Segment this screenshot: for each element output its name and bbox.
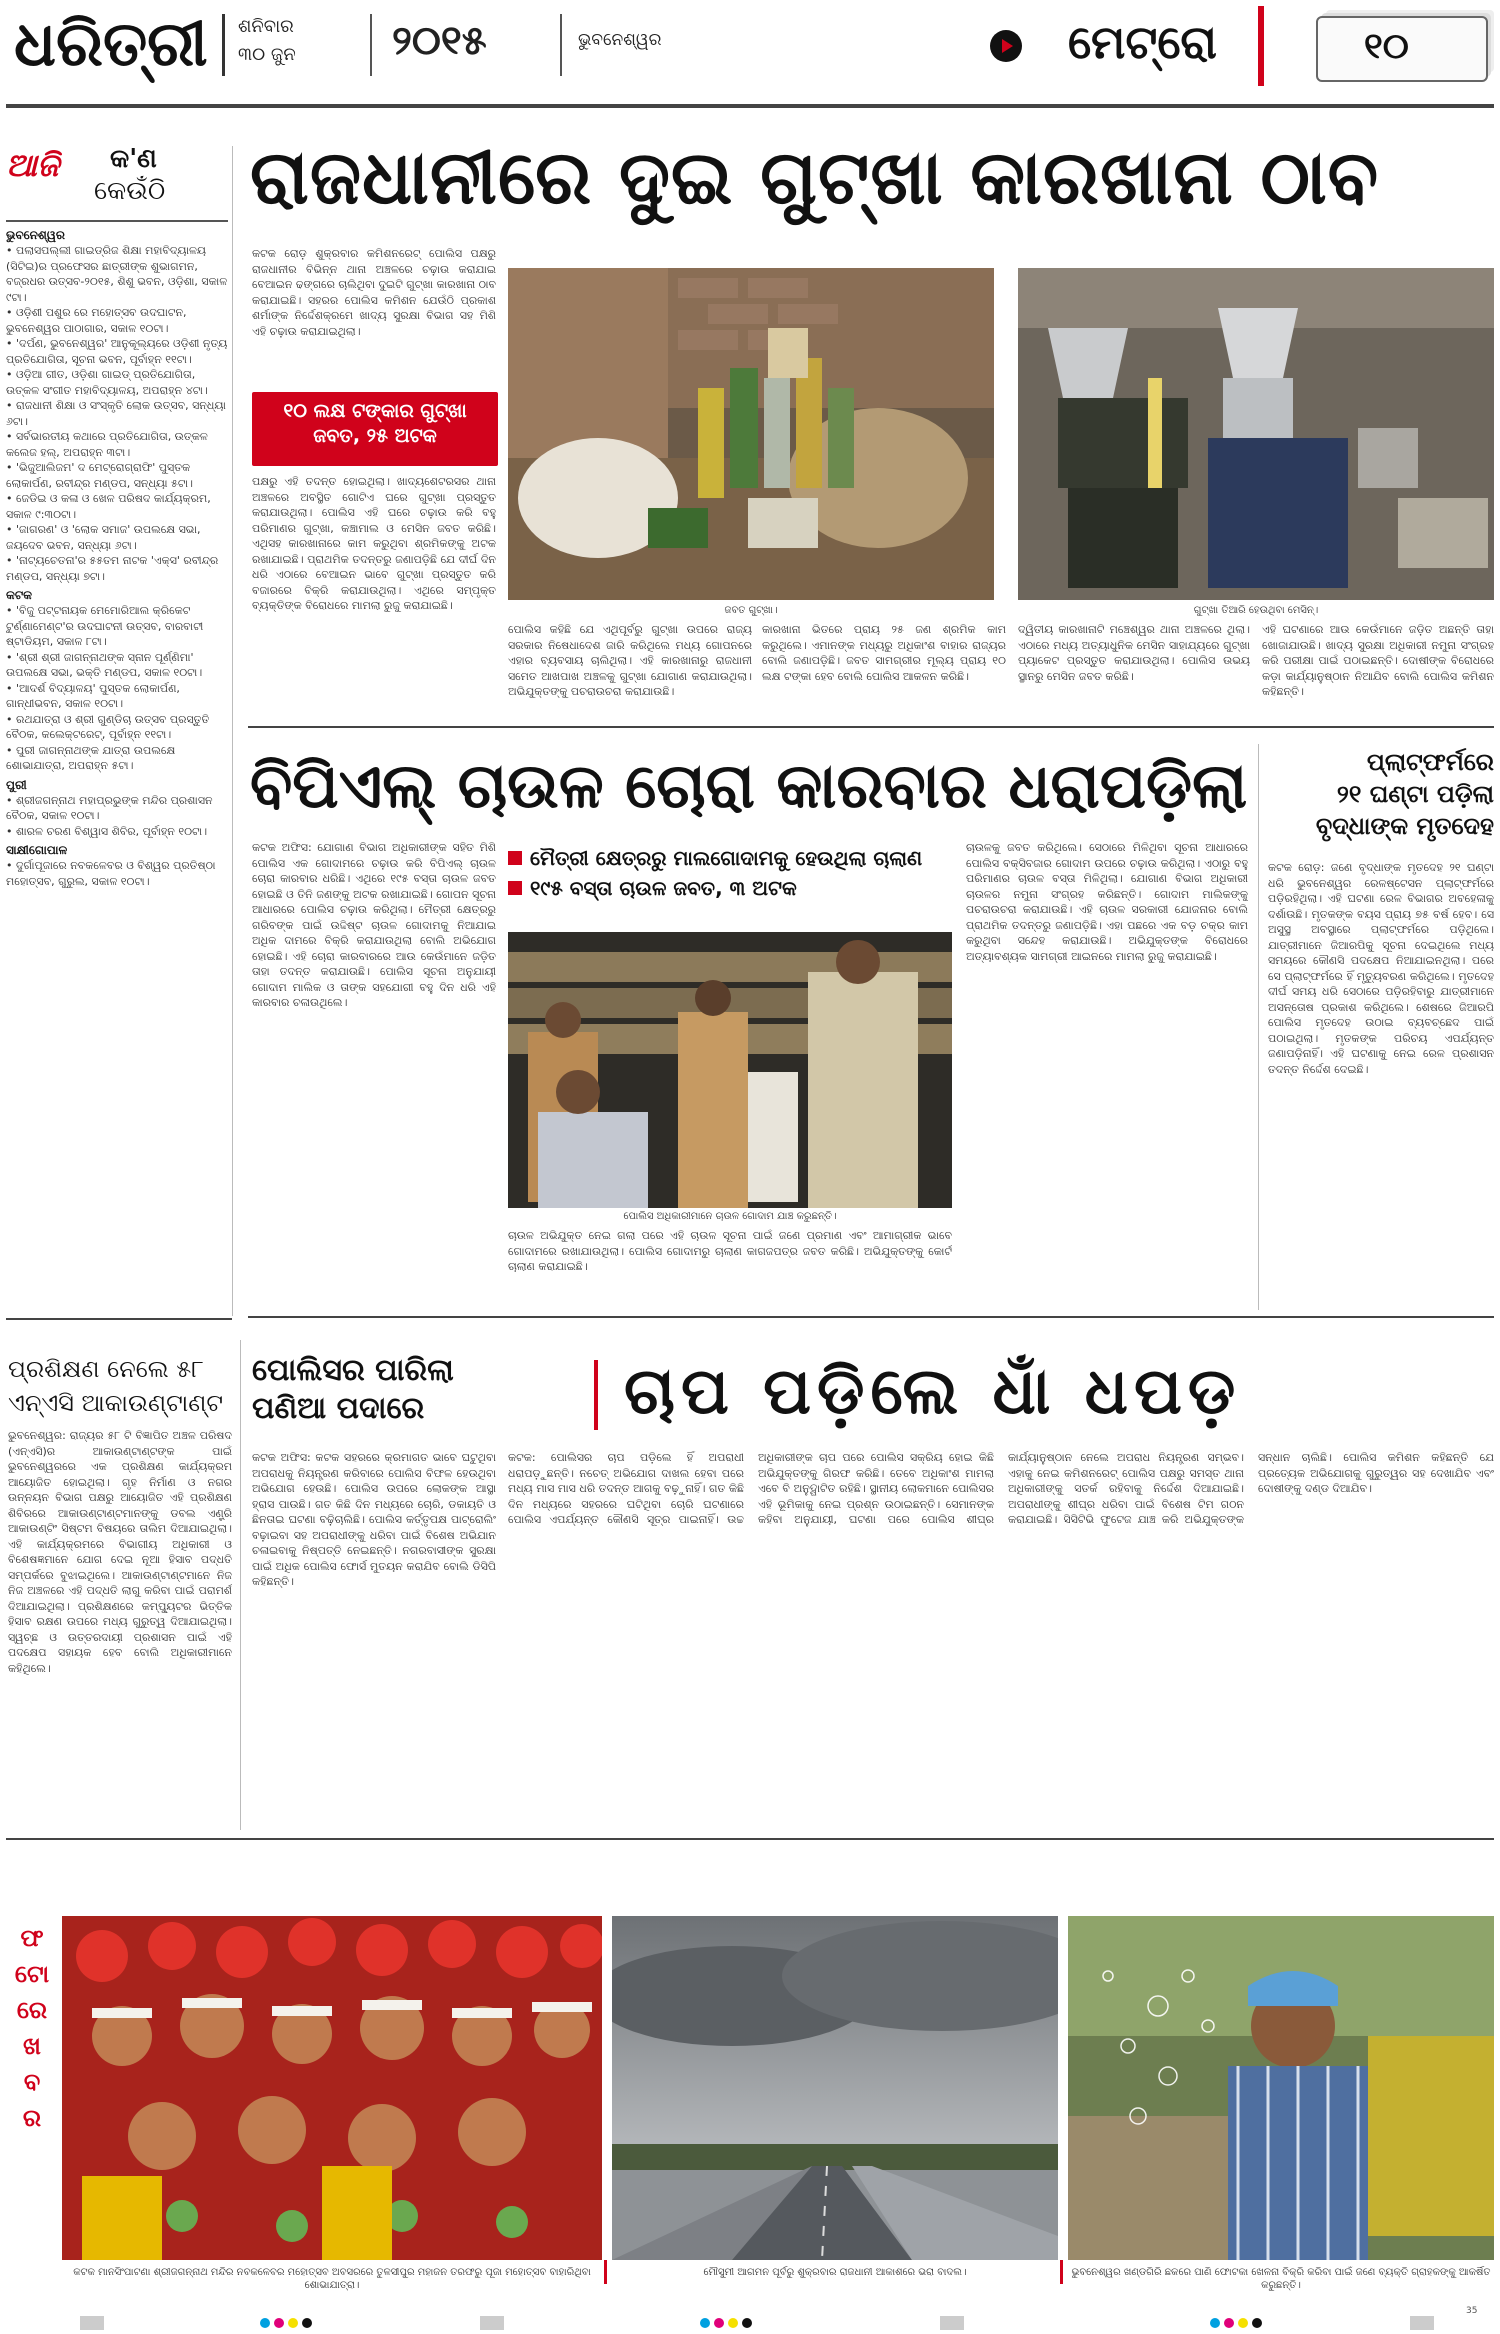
- story2-story3-rule: [1258, 744, 1259, 1310]
- sidebar-event: • 'ନାଟ୍ୟଚେତନା'ର ୫୫ତମ ନାଟକ 'ଏକ୍ସ' ରବୀନ୍ଦ୍ର ମଣ୍ଡପ, ସନ୍ଧ୍ୟା ୭ଟା।: [6, 554, 219, 583]
- sidebar-event: • ଓଡ଼ିଶୀ ପଶୁର ରେ ମହୋତ୍ସବ ଉଦଘାଟନ, ଭୁବନେଶ୍ୱର ପାଠାଗାର, ସକାଳ ୧୦ଟା।: [6, 306, 187, 335]
- caption-accent-bar: [1060, 2260, 1063, 2284]
- masthead-city: ଭୁବନେଶ୍ୱର: [578, 30, 662, 50]
- sidebar-event: • 'ଦର୍ପଣ, ଭୁବନେଶ୍ୱର' ଆନୁକୂଲ୍ୟରେ ଓଡ଼ିଶୀ ନୃତ୍ୟ ପ୍ରତିଯୋଗିତା, ସୂଚନା ଭବନ, ପୂର୍ବାହ୍ନ ୧୧ଟା।: [6, 337, 228, 366]
- gray-swatch: [480, 2316, 504, 2330]
- sidebar-event: • ଓଡ଼ିଆ ଗୀତ, ଓଡ଼ିଶା ଗାଇଡ୍ ପ୍ରତିଯୋଗିତା, ଉତ୍କଳ ସଂଗୀତ ମହାବିଦ୍ୟାଳୟ, ଅପରାହ୍ନ ୪ଟା।: [6, 368, 208, 397]
- story5-accent-bar: [594, 1360, 598, 1430]
- sidebar-event: • 'ଆଦର୍ଶ ବିଦ୍ୟାଳୟ' ପୁସ୍ତକ ଲୋକାର୍ପଣ, ଗାନ୍ଧୀଭବନ, ସକାଳ ୧୦ଟା।: [6, 681, 180, 710]
- gray-swatch: [940, 2316, 964, 2330]
- gray-swatch: [1410, 2316, 1434, 2330]
- sidebar-city-heading: ପୁରୀ: [6, 777, 27, 792]
- story1-headline: ରାଜଧାନୀରେ ଦୁଇ ଗୁଟ୍‌ଖା କାରଖାନା ଠାବ: [250, 135, 1380, 221]
- masthead-divider: [370, 14, 372, 76]
- story2-bullets: [508, 846, 978, 900]
- footer-page-marker: 35: [1466, 2306, 1478, 2316]
- sidebar-event: • ରାଜଧାନୀ ଶିକ୍ଷା ଓ ସଂସ୍କୃତି ଲୋକ ଉତ୍ସବ, ସନ୍ଧ୍ୟା ୬ଟା।: [6, 399, 226, 428]
- sidebar-event: • 'ଭିଜୁଆଲିଜମ' ଦ ମେଟ୍ରୋଗ୍ରାଫି' ପୁସ୍ତକ ଲୋକାର୍ପଣ, ରବୀନ୍ଦ୍ର ମଣ୍ଡପ, ସନ୍ଧ୍ୟା ୫ଟା।: [6, 461, 193, 490]
- monsoon-caption: ମୌସୁମୀ ଆଗମନ ପୂର୍ବରୁ ଶୁକ୍ରବାର ରାଜଧାନୀ ଆକାଶରେ ଭରା ବାଦଲ।: [703, 2267, 967, 2278]
- masthead-year: ୨୦୧୫: [392, 18, 487, 64]
- story1-column: ପୋଲିସ କହିଛି ଯେ ଏଥିପୂର୍ବରୁ ଗୁଟ୍‌ଖା ଉପରେ ରାଜ୍ୟ ସରକାର ନିଷେଧାଦେଶ ଜାରି କରିଥିଲେ ମଧ୍ୟ ଗୋପନରେ ଏହାର ବ୍ୟବସାୟ ଚାଲିଥିଲା। ଏହି କାରଖାନାରୁ ରାଜଧାନୀ ସମେତ ଆଖପାଖ ଅଞ୍ଚଳକୁ ଗୁଟ୍‌ଖା ଯୋଗାଣ କରାଯାଉଥିଲା। ଅଭିଯୁକ୍ତଙ୍କୁ ପଚରାଉଚରା କରାଯାଉଛି।: [508, 623, 752, 698]
- story6-headline: ଚାପ ପଡ଼ିଲେ ଧାଁ ଧପଡ଼: [624, 1355, 1242, 1429]
- sidebar-title: କ'ଣ: [110, 146, 157, 174]
- cmyk-dots: [260, 2318, 312, 2328]
- gutkha-seized-photo: [508, 268, 994, 600]
- middle-section-bottom-rule: [248, 1316, 1494, 1318]
- masthead-rule: [6, 104, 1494, 108]
- gutkha-machine-photo: [1018, 268, 1494, 600]
- story4-headline-line: ଏନ୍‌ଏସି ଆକାଉଣ୍ଟାଣ୍ଟ: [8, 1389, 224, 1417]
- rice-godown-image: [508, 932, 952, 1208]
- story3-headline-line: ବୃଦ୍ଧାଙ୍କ ମୃତଦେହ: [1315, 812, 1494, 840]
- story4-story5-rule: [240, 1340, 241, 1830]
- story2-bottom-text: ଚାଉଳ ଅଭିଯୁକ୍ତ ନେଇ ଗଲା ପରେ ଏହି ଚାଉଳ ସୂଚନା ପାଇଁ ଜଣେ ପ୍ରମାଣ ଏବଂ ଆମାଗ୍ରୀକ ଭାବେ ଗୋଦାମରେ ରଖାଯାଉଥିଲା। ପୋଲିସ ଗୋଦାମରୁ ଚାଲାଣ କାଗଜପତ୍ର ଜବତ କରିଛି। ଅଭିଯୁକ୍ତଙ୍କୁ କୋର୍ଟ ଚାଲାଣ କରାଯାଇଛି।: [508, 1229, 952, 1273]
- bubble-seller-photo: [1068, 1916, 1494, 2260]
- sidebar-city-heading: କଟକ: [6, 588, 33, 602]
- sidebar-event: • ଶାରଳ ଚରଣ ବିଶ୍ୱାସ ଶିବିର, ପୂର୍ବାହ୍ନ ୧୦ଟା।: [6, 824, 208, 838]
- sidebar-body: [6, 228, 228, 889]
- story1-photo2-caption: ଗୁଟ୍‌ଖା ତିଆରି ହେଉଥିବା ମେସିନ୍।: [1193, 605, 1319, 616]
- sidebar-event: • ସର୍ବଭାରତୀୟ କଥାରେ ପ୍ରତିଯୋଗିତା, ଉତ୍କଳ କଲେଜ ହଲ୍, ଅପରାହ୍ନ ୩ଟା।: [6, 430, 208, 459]
- monsoon-clouds-photo: [612, 1916, 1058, 2260]
- cmyk-dots: [700, 2318, 752, 2328]
- sidebar-header-rule: [6, 220, 228, 222]
- story2-bullet-text: ୧୯୫ ବସ୍ତା ଚାଉଳ ଜବତ, ୩ ଅଟକ: [530, 876, 797, 900]
- sidebar-event: • 'ଶ୍ରୀ ଶ୍ରୀ ଜାଗନ୍ନାଥଙ୍କ ସ୍ନାନ ପୂର୍ଣ୍ଣିମା' ଉପଲକ୍ଷେ ସଭା, ଭକ୍ତି ମଣ୍ଡପ, ସକାଳ ୧୦ଟା।: [6, 650, 203, 679]
- masthead-divider: [222, 14, 225, 76]
- sidebar-subtitle: କେଉଁଠି: [94, 176, 166, 206]
- sidebar-event: • ଶ୍ରୀଜଗନ୍ନାଥ ମହାପ୍ରଭୁଙ୍କ ମନ୍ଦିର ପ୍ରଶାସନ ବୈଠକ, ସକାଳ ୧୦ଟା।: [6, 793, 213, 822]
- story1-callout-line1: ୧୦ ଲକ୍ଷ ଟଙ୍କାର ଗୁଟ୍‌ଖା: [283, 400, 467, 422]
- story2-bullet: [508, 846, 978, 870]
- sidebar-event: • ପଲାସପଲ୍ଲୀ ଗାଇଡ୍ରିଜ ଶିକ୍ଷା ମହାବିଦ୍ୟାଳୟ (ସିଟିଇ)ର ପ୍ରଫେସର ଛାତ୍ରୀଙ୍କ ଶୁଭାଗମନ, ବଜ୍ରଧର ଉତ୍ସବ-୨୦୧୫, ଶିଶୁ ଭବନ, ଓଡ଼ିଶା, ସକାଳ ୯ଟା।: [6, 244, 228, 304]
- procession-image: [62, 1916, 602, 2260]
- monsoon-clouds-image: [612, 1916, 1058, 2260]
- story2-bullet-text: ମୈତ୍ରୀ କ୍ଷେତ୍ରରୁ ମାଲଗୋଦାମକୁ ହେଉଥିଲା ଚାଲାଣ: [530, 846, 923, 870]
- section-name: ମେଟ୍ରୋ: [1068, 15, 1217, 69]
- story1-intro: କଟକ ରୋଡ଼ ଶୁକ୍ରବାର କମିଶନରେଟ୍ ପୋଲିସ ପକ୍ଷରୁ ରାଜଧାନୀର ବିଭିନ୍ନ ଥାନା ଅଞ୍ଚଳରେ ଚଢ଼ାଉ କରାଯାଇ ବେଆଇନ ଢଙ୍ଗରେ ଚାଲିଥିବା ଦୁଇଟି ଗୁଟ୍‌ଖା କାରଖାନା ଠାବ କରାଯାଇଛି। ସହରର ପୋଲିସ କମିଶନ ଯେଉଁଠି ପ୍ରକାଶ ଶର୍ମାଙ୍କ ନିର୍ଦ୍ଦେଶକ୍ରମେ ଖାଦ୍ୟ ସୁରକ୍ଷା ବିଭାଗ ସହ ମିଶି ଏହି ଚଢ଼ାଉ କରାଯାଇଥିଲା।: [252, 247, 496, 338]
- story3-headline-line: ପ୍ଲାଟ୍‌ଫର୍ମରେ: [1366, 748, 1494, 776]
- story1-bottom-rule: [248, 726, 1494, 728]
- story2-bullet: [508, 876, 978, 900]
- story2-photo-caption: ପୋଲିସ ଅଧିକାରୀମାନେ ଚାଉଳ ଗୋଦାମ ଯାଞ୍ଚ କରୁଛନ୍ତି।: [623, 1211, 837, 1222]
- story1-column: ପକ୍ଷରୁ ଏହି ତଦନ୍ତ ହୋଇଥିଲା। ଖାଦ୍ୟଶେଟରସର ଥାନା ଅଞ୍ଚଳରେ ଅବସ୍ଥିତ ଗୋଟିଏ ଘରେ ଗୁଟ୍‌ଖା ପ୍ରସ୍ତୁତ କରାଯାଉଥିଲା। ପୋଲିସ ଏହି ଘରେ ଚଢ଼ାଉ କରି ବହୁ ପରିମାଣର ଗୁଟ୍‌ଖା, କଞ୍ଚାମାଲ ଓ ମେସିନ ଜବତ କରିଛି। ଏଥିସହ କାରଖାନାରେ କାମ କରୁଥିବା ଶ୍ରମିକଙ୍କୁ ଅଟକ ରଖାଯାଇଛି। ପ୍ରାଥମିକ ତଦନ୍ତରୁ ଜଣାପଡ଼ିଛି ଯେ ଦୀର୍ଘ ଦିନ ଧରି ଏଠାରେ ବେଆଇନ ଭାବେ ଗୁଟ୍‌ଖା ପ୍ରସ୍ତୁତ କରି ବଜାରରେ ବିକ୍ରି କରାଯାଉଥିଲା। ଏଥିରେ ସମ୍ପୃକ୍ତ ବ୍ୟକ୍ତିଙ୍କ ବିରୋଧରେ ମାମଲା ରୁଜୁ କରାଯାଇଛି।: [252, 475, 496, 612]
- photo-feature-char: ବ: [23, 2068, 41, 2096]
- page-number-tab: [1316, 16, 1488, 82]
- story4-body: ଭୁବନେଶ୍ୱର: ରାଜ୍ୟର ୫୮ ଟି ବିଜ୍ଞାପିତ ଅଞ୍ଚଳ ପରିଷଦ (ଏନ୍‌ଏସି)ର ଆକାଉଣ୍ଟାଣ୍ଟଙ୍କ ପାଇଁ ଭୁବନେଶ୍ୱରରେ ଏକ ପ୍ରଶିକ୍ଷଣ କାର୍ଯ୍ୟକ୍ରମ ଆୟୋଜିତ ହୋଇଥିଲା। ଗୃହ ନିର୍ମାଣ ଓ ନଗର ଉନ୍ନୟନ ବିଭାଗ ପକ୍ଷରୁ ଆୟୋଜିତ ଏହି ପ୍ରଶିକ୍ଷଣ ଶିବିରରେ ଆକାଉଣ୍ଟାଣ୍ଟମାନଙ୍କୁ ଡବଲ ଏଣ୍ଟ୍ରି ଆକାଉଣ୍ଟିଂ ସିଷ୍ଟମ ବିଷୟରେ ତାଲିମ ଦିଆଯାଇଥିଲା। ଏହି କାର୍ଯ୍ୟକ୍ରମରେ ବିଭାଗୀୟ ଅଧିକାରୀ ଓ ବିଶେଷଜ୍ଞମାନେ ଯୋଗ ଦେଇ ନୂଆ ହିସାବ ପଦ୍ଧତି ସମ୍ପର୍କରେ ବୁଝାଇଥିଲେ। ଆକାଉଣ୍ଟାଣ୍ଟମାନେ ନିଜ ନିଜ ଅଞ୍ଚଳରେ ଏହି ପଦ୍ଧତି ଲାଗୁ କରିବା ପାଇଁ ପରାମର୍ଶ ଦିଆଯାଇଥିଲା। ପ୍ରଶିକ୍ଷଣରେ କମ୍ପ୍ୟୁଟର ଭିତ୍ତିକ ହିସାବ ରକ୍ଷଣ ଉପରେ ମଧ୍ୟ ଗୁରୁତ୍ୱ ଦିଆଯାଇଥିଲା। ସ୍ୱଚ୍ଛ ଓ ଉତ୍ତରଦାୟୀ ପ୍ରଶାସନ ପାଇଁ ଏହି ପଦକ୍ଷେପ ସହାୟକ ହେବ ବୋଲି ଅଧିକାରୀମାନେ କହିଥିଲେ।: [8, 1429, 232, 1675]
- story5-headline: [252, 1352, 582, 1428]
- sidebar-event: • 'ଜାଗରଣ' ଓ 'ଲୋକ ସମାଜ' ଉପଲକ୍ଷେ ସଭା, ଜୟଦେବ ଭବନ, ସନ୍ଧ୍ୟା ୬ଟା।: [6, 523, 201, 552]
- sidebar-city-heading: ଭୁବନେଶ୍ୱର: [6, 228, 65, 242]
- sidebar-event: • ଦୁର୍ଗାପୂଜାରେ ନବକଳେବର ଓ ବିଶ୍ୱର ପ୍ରତିଷ୍ଠା ମହୋତ୍ସବ, ଗୁରୁଲ, ସକାଳ ୧୦ଟା।: [6, 859, 216, 888]
- story2-right-column: ଚାଉଳକୁ ଜବତ କରିଥିଲେ। ସେଠାରେ ମିଳିଥିବା ସୂଚନା ଆଧାରରେ ପୋଲିସ ବକ୍ସିବଜାର ଗୋଦାମ ଉପରେ ଚଢ଼ାଉ କରିଥିଲା। ଏଠାରୁ ବହୁ ପରିମାଣର ଚାଉଳ ବସ୍ତା ମିଳିଥିଲା। ଯୋଗାଣ ବିଭାଗ ଅଧିକାରୀ ଚାଉଳର ନମୁନା ସଂଗ୍ରହ କରିଛନ୍ତି। ଗୋଦାମ ମାଲିକଙ୍କୁ ପଚରାଉଚରା କରାଯାଉଛି। ଏହି ଚାଉଳ ସରକାରୀ ଯୋଜନାର ବୋଲି ପ୍ରାଥମିକ ତଦନ୍ତରୁ ଜଣାପଡ଼ିଛି। ଏହା ପଛରେ ଏକ ବଡ଼ ଚକ୍ର କାମ କରୁଥିବା ସନ୍ଦେହ କରାଯାଉଛି। ଅଭିଯୁକ୍ତଙ୍କ ବିରୋଧରେ ଅତ୍ୟାବଶ୍ୟକ ସାମଗ୍ରୀ ଆଇନରେ ମାମଲା ରୁଜୁ କରାଯାଇଛି।: [966, 841, 1248, 963]
- play-icon: [990, 30, 1022, 62]
- story3-headline-line: ୨୧ ଘଣ୍ଟା ପଡ଼ିଲା: [1336, 780, 1494, 808]
- story3-body: କଟକ ରୋଡ଼: ଜଣେ ବୃଦ୍ଧାଙ୍କ ମୃତଦେହ ୨୧ ଘଣ୍ଟା ଧରି ଭୁବନେଶ୍ୱର ରେଳଷ୍ଟେସନ ପ୍ଲାଟ୍‌ଫର୍ମରେ ପଡ଼ିରହିଥିଲା। ଏହି ଘଟଣା ରେଳ ବିଭାଗର ଅବହେଳାକୁ ଦର୍ଶାଉଛି। ମୃତକଙ୍କ ବୟସ ପ୍ରାୟ ୭୫ ବର୍ଷ ହେବ। ସେ ଅସୁସ୍ଥ ଅବସ୍ଥାରେ ପ୍ଲାଟ୍‌ଫର୍ମରେ ପଡ଼ିଥିଲେ। ଯାତ୍ରୀମାନେ ଜିଆରପିକୁ ସୂଚନା ଦେଇଥିଲେ ମଧ୍ୟ ସମୟରେ କୌଣସି ପଦକ୍ଷେପ ନିଆଯାଇନଥିଲା। ପରେ ସେ ପ୍ଲାଟ୍‌ଫର୍ମରେ ହିଁ ମୃତ୍ୟୁବରଣ କରିଥିଲେ। ମୃତଦେହ ଦୀର୍ଘ ସମୟ ଧରି ସେଠାରେ ପଡ଼ିରହିବାରୁ ଯାତ୍ରୀମାନେ ଅସନ୍ତୋଷ ପ୍ରକାଶ କରିଥିଲେ। ଶେଷରେ ଜିଆରପି ପୋଲିସ ମୃତଦେହ ଉଠାଇ ବ୍ୟବଚ୍ଛେଦ ପାଇଁ ପଠାଇଥିଲା। ମୃତକଙ୍କ ପରିଚୟ ଏପର୍ଯ୍ୟନ୍ତ ଜଣାପଡ଼ିନାହିଁ। ଏହି ଘଟଣାକୁ ନେଇ ରେଳ ପ୍ରଶାସନ ତଦନ୍ତ ନିର୍ଦ୍ଦେଶ ଦେଇଛି।: [1268, 861, 1494, 1076]
- page-number: ୧୦: [1364, 26, 1409, 67]
- story5-headline-line: ପୋଲିସର ପାରିଲା: [252, 1353, 454, 1388]
- story1-column: ଦ୍ୱିତୀୟ କାରଖାନାଟି ମଞ୍ଚେଶ୍ୱର ଥାନା ଅଞ୍ଚଳରେ ଥିଲା। ଏଠାରେ ମଧ୍ୟ ଅତ୍ୟାଧୁନିକ ମେସିନ ସାହାଯ୍ୟରେ ଗୁଟ୍‌ଖା ପ୍ୟାକେଟ ପ୍ରସ୍ତୁତ କରାଯାଉଥିଲା। ପୋଲିସ ଉଭୟ ସ୍ଥାନରୁ ମେସିନ ଜବତ କରିଛି।: [1018, 623, 1250, 683]
- story5-headline-line: ପଣିଆ ପଦାରେ: [252, 1391, 425, 1426]
- cmyk-dots: [1210, 2318, 1262, 2328]
- story1-callout: [252, 392, 498, 466]
- photo-feature-char: ର: [22, 2104, 42, 2132]
- photo-feature-char: ରେ: [16, 1996, 48, 2024]
- story1-callout-line2: ଜବତ, ୨୫ ଅଟକ: [313, 425, 437, 447]
- sidebar-event: • ପୁରୀ ଜାଗନ୍ନାଥଙ୍କ ଯାତ୍ରା ଉପଲକ୍ଷେ ଶୋଭାଯାତ୍ରା, ଅପରାହ୍ନ ୫ଟା।: [6, 743, 176, 772]
- story4-headline: [8, 1352, 240, 1420]
- sidebar-bottom-rule: [6, 1318, 232, 1320]
- masthead: [0, 0, 1500, 112]
- story3-headline: [1266, 746, 1494, 842]
- news-bottom-rule: [6, 1838, 1494, 1840]
- story5-body: କଟକ ଅଫିସ: କଟକ ସହରରେ କ୍ରମାଗତ ଭାବେ ଘଟୁଥିବା ଅପରାଧକୁ ନିୟନ୍ତ୍ରଣ କରିବାରେ ପୋଲିସ ବିଫଳ ହେଉଥିବା ଅଭିଯୋଗ ହେଉଛି। ପୋଲିସ ଉପରେ ଲୋକଙ୍କ ଆସ୍ଥା ହ୍ରାସ ପାଉଛି। ଗତ କିଛି ଦିନ ମଧ୍ୟରେ ଚୋରି, ଡକାୟତି ଓ ଛିନତାଇ ଘଟଣା ବଢ଼ିଚାଲିଛି। ପୋଲିସ କର୍ତ୍ତୃପକ୍ଷ ପାଟ୍ରୋଲିଂ ବଢ଼ାଇବା ସହ ଅପରାଧୀଙ୍କୁ ଧରିବା ପାଇଁ ବିଶେଷ ଅଭିଯାନ ଚଳାଇବାକୁ ନିଷ୍ପତ୍ତି ନେଇଛନ୍ତି। ନଗରବାସୀଙ୍କ ସୁରକ୍ଷା ପାଇଁ ଅଧିକ ପୋଲିସ ଫୋର୍ସ ମୁତୟନ କରାଯିବ ବୋଲି ଡିସିପି କହିଛନ୍ତି।: [252, 1451, 496, 1588]
- print-registration-marks: [0, 2306, 1500, 2334]
- sidebar-event: • ରଥଯାତ୍ରା ଓ ଶ୍ରୀ ଗୁଣ୍ଡିଚା ଉତ୍ସବ ପ୍ରସ୍ତୁତି ବୈଠକ, କଲେକ୍ଟରେଟ୍, ପୂର୍ବାହ୍ନ ୧୧ଟା।: [6, 712, 210, 741]
- masthead-logo: ଧରିତ୍ରୀ: [14, 7, 208, 80]
- story1-column: ଏହି ଘଟଣାରେ ଆଉ କେଉଁମାନେ ଜଡ଼ିତ ଅଛନ୍ତି ତାହା ଖୋଜାଯାଉଛି। ଖାଦ୍ୟ ସୁରକ୍ଷା ଅଧିକାରୀ ନମୁନା ସଂଗ୍ରହ କରି ପରୀକ୍ଷା ପାଇଁ ପଠାଇଛନ୍ତି। ଦୋଷୀଙ୍କ ବିରୋଧରେ କଡ଼ା କାର୍ଯ୍ୟାନୁଷ୍ଠାନ ନିଆଯିବ ବୋଲି ପୋଲିସ କମିଶନ କହିଛନ୍ତି।: [1262, 623, 1494, 698]
- story4-headline-line: ପ୍ରଶିକ୍ଷଣ ନେଲେ ୫୮: [8, 1355, 204, 1383]
- red-square-icon: [508, 851, 522, 865]
- photo-feature-char: ଟୋ: [14, 1960, 50, 1988]
- photo-feature-label: [8, 1920, 56, 2136]
- gutkha-machine-image: [1018, 268, 1494, 600]
- photo-feature-char: ଖ: [23, 2032, 41, 2060]
- aaji-label: ଆଜି: [6, 146, 60, 184]
- procession-photo: [62, 1916, 602, 2260]
- gutkha-seized-image: [508, 268, 994, 600]
- section-accent-bar: [1258, 6, 1264, 86]
- gray-swatch: [80, 2316, 104, 2330]
- sidebar-event: • 'ବିଜୁ ପଟ୍ଟନାୟକ ମେମୋରିଆଲ କ୍ରିକେଟ ଟୁର୍ଣ୍ଣାମେଣ୍ଟ'ର ଉଦଘାଟନୀ ଉତ୍ସବ, ବାରବାଟୀ ଷ୍ଟାଡିୟମ, ସକାଳ ୮ଟା।: [6, 604, 204, 648]
- story1-column: କାରଖାନା ଭିତରେ ପ୍ରାୟ ୨୫ ଜଣ ଶ୍ରମିକ କାମ କରୁଥିଲେ। ଏମାନଙ୍କ ମଧ୍ୟରୁ ଅଧିକାଂଶ ବାହାର ରାଜ୍ୟର ବୋଲି ଜଣାପଡ଼ିଛି। ଜବତ ସାମଗ୍ରୀର ମୂଲ୍ୟ ପ୍ରାୟ ୧୦ ଲକ୍ଷ ଟଙ୍କା ହେବ ବୋଲି ପୋଲିସ ଆକଳନ କରିଛି।: [762, 623, 1006, 683]
- bubble-seller-image: [1068, 1916, 1494, 2260]
- story1-photo1-caption: ଜବତ ଗୁଟ୍‌ଖା।: [724, 605, 778, 616]
- sidebar-event: • ଜେଡିଇ ଓ କଳା ଓ ଖେଳ ପରିଷଦ କାର୍ଯ୍ୟକ୍ରମ, ସକାଳ ୯:୩୦ଟା।: [6, 492, 211, 521]
- events-sidebar: [6, 146, 228, 1316]
- photo-feature-char: ଫ: [20, 1924, 44, 1952]
- red-square-icon: [508, 881, 522, 895]
- rice-godown-photo: [508, 932, 952, 1208]
- procession-caption: କଟକ ମାନସିଂପାଟଣା ଶ୍ରୀଜଗନ୍ନାଥ ମନ୍ଦିର ନବକଳେବର ମହୋତ୍ସବ ଅବସରରେ ତୁଳସୀପୁର ମହାଜନ ତରଫରୁ ପୂଜା ମହୋତ୍ସବ ବାହାରିଥିବା ଶୋଭାଯାତ୍ରା।: [73, 2267, 591, 2291]
- bubble-seller-caption: ଭୁବନେଶ୍ୱର ଖଣ୍ଡଗିରି ଛକରେ ପାଣି ଫୋଟକା ଖେଳନା ବିକ୍ରି କରିବା ପାଇଁ ଜଣେ ବ୍ୟକ୍ତି ଗ୍ରାହକଙ୍କୁ ଆକର୍ଷିତ କରୁଛନ୍ତି।: [1071, 2267, 1491, 2291]
- sidebar-city-heading: ସାକ୍ଷୀଗୋପାଳ: [6, 843, 68, 857]
- masthead-day: ଶନିବାର: [238, 16, 294, 37]
- caption-accent-bar: [604, 2260, 607, 2284]
- masthead-divider: [560, 14, 562, 76]
- masthead-date: ୩୦ ଜୁନ: [238, 44, 296, 65]
- story2-headline: ବିପିଏଲ୍ ଚାଉଳ ଚୋରା କାରବାର ଧରାପଡ଼ିଲା: [250, 749, 1248, 822]
- sidebar-column-rule: [232, 146, 233, 1316]
- story2-left-column: କଟକ ଅଫିସ: ଯୋଗାଣ ବିଭାଗ ଅଧିକାରୀଙ୍କ ସହିତ ମିଶି ପୋଲିସ ଏକ ଗୋଦାମରେ ଚଢ଼ାଉ କରି ବିପିଏଲ୍ ଚାଉଳ ଚୋରା କାରବାର ଧରିଛି। ଏଥିରେ ୧୯୫ ବସ୍ତା ଚାଉଳ ଜବତ ହୋଇଛି ଓ ତିନି ଜଣଙ୍କୁ ଅଟକ ରଖାଯାଇଛି। ଗୋପନ ସୂଚନା ଆଧାରରେ ପୋଲିସ ଚଢ଼ାଉ କରିଥିଲା। ମୈତ୍ରୀ କ୍ଷେତ୍ରରୁ ଗରିବଙ୍କ ପାଇଁ ଉଦ୍ଦିଷ୍ଟ ଚାଉଳ ଗୋଦାମକୁ ନିଆଯାଇ ଅଧିକ ଦାମରେ ବିକ୍ରି କରାଯାଉଥିଲା ବୋଲି ଅଭିଯୋଗ ହୋଇଛି। ଏହି ଚୋରା କାରବାରରେ ଆଉ କେଉଁମାନେ ଜଡ଼ିତ ତାହା ତଦନ୍ତ କରାଯାଉଛି। ପୋଲିସ ସୂଚନା ଅନୁଯାୟୀ ଗୋଦାମ ମାଲିକ ଓ ତାଙ୍କ ସହଯୋଗୀ ବହୁ ଦିନ ଧରି ଏହି କାରବାର ଚଳାଉଥିଲେ।: [252, 841, 496, 1009]
- story6-body: କଟକ: ପୋଲିସର ଚାପ ପଡ଼ିଲେ ହିଁ ଅପରାଧୀ ଧରାପଡ଼ୁଛନ୍ତି। ନଚେତ୍ ଅଭିଯୋଗ ଦାଖଲ ହେବା ପରେ ମଧ୍ୟ ମାସ ମାସ ଧରି ତଦନ୍ତ ଆଗକୁ ବଢ଼ୁନାହିଁ। ଗତ କିଛି ଦିନ ମଧ୍ୟରେ ସହରରେ ଘଟିଥିବା ଚୋରି ଘଟଣାରେ ପୋଲିସ ଏପର୍ଯ୍ୟନ୍ତ କୌଣସି ସୂତ୍ର ପାଇନାହିଁ। ଉଚ୍ଚ ଅଧିକାରୀଙ୍କ ଚାପ ପରେ ପୋଲିସ ସକ୍ରିୟ ହୋଇ କିଛି ଅଭିଯୁକ୍ତଙ୍କୁ ଗିରଫ କରିଛି। ତେବେ ଅଧିକାଂଶ ମାମଲା ଏବେ ବି ଅନୁଦ୍ଘାଟିତ ରହିଛି। ସ୍ଥାନୀୟ ଲୋକମାନେ ପୋଲିସର ଏହି ଭୂମିକାକୁ ନେଇ ପ୍ରଶ୍ନ ଉଠାଇଛନ୍ତି। ସେମାନଙ୍କ କହିବା ଅନୁଯାୟୀ, ଘଟଣା ପରେ ପୋଲିସ ଶୀଘ୍ର କାର୍ଯ୍ୟାନୁଷ୍ଠାନ ନେଲେ ଅପରାଧ ନିୟନ୍ତ୍ରଣ ସମ୍ଭବ। ଏହାକୁ ନେଇ କମିଶନରେଟ୍ ପୋଲିସ ପକ୍ଷରୁ ସମସ୍ତ ଥାନା ଅଧିକାରୀଙ୍କୁ ସତର୍କ ରହିବାକୁ ନିର୍ଦ୍ଦେଶ ଦିଆଯାଇଛି। ଅପରାଧୀଙ୍କୁ ଶୀଘ୍ର ଧରିବା ପାଇଁ ବିଶେଷ ଟିମ ଗଠନ କରାଯାଇଛି। ସିସିଟିଭି ଫୁଟେଜ ଯାଞ୍ଚ କରି ଅଭିଯୁକ୍ତଙ୍କ ସନ୍ଧାନ ଚାଲିଛି। ପୋଲିସ କମିଶନ କହିଛନ୍ତି ଯେ ପ୍ରତ୍ୟେକ ଅଭିଯୋଗକୁ ଗୁରୁତ୍ୱର ସହ ଦେଖାଯିବ ଏବଂ ଦୋଷୀଙ୍କୁ ଦଣ୍ଡ ଦିଆଯିବ।: [508, 1451, 1494, 1526]
